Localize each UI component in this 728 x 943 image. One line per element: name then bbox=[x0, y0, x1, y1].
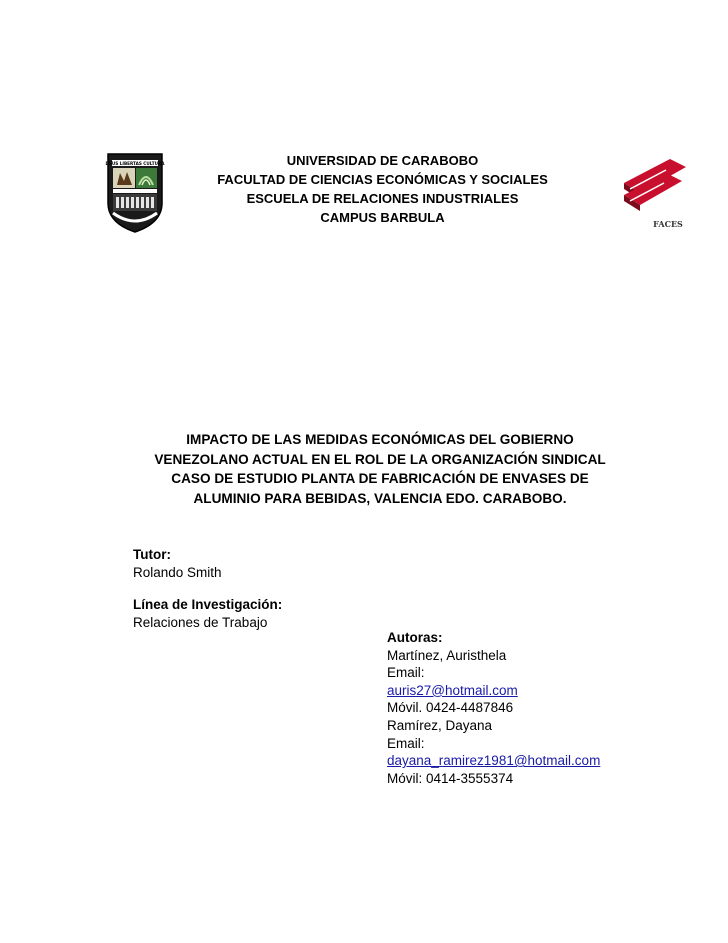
author-2-name: Ramírez, Dayana bbox=[387, 717, 493, 733]
author-1-email-label: Email: bbox=[387, 665, 425, 681]
research-line-label: Línea de Investigación: bbox=[133, 597, 283, 612]
tutor-name: Rolando Smith bbox=[133, 564, 222, 580]
thesis-title bbox=[100, 430, 660, 508]
title-line-4: ALUMINIO PARA BEBIDAS, VALENCIA EDO. CARABOBO. bbox=[193, 490, 567, 506]
crest-motto: DEUS LIBERTAS CULTURA bbox=[105, 161, 165, 166]
institution-header bbox=[175, 151, 590, 227]
authors-section bbox=[387, 629, 600, 787]
author-2-email-link[interactable]: dayana_ramirez1981@hotmail.com bbox=[387, 753, 601, 769]
author-1-email-link[interactable]: auris27@hotmail.com bbox=[387, 682, 518, 698]
university-name: UNIVERSIDAD DE CARABOBO bbox=[286, 153, 479, 168]
author-2-email-label: Email: bbox=[387, 735, 425, 751]
research-line-value: Relaciones de Trabajo bbox=[133, 614, 268, 630]
title-line-3: CASO DE ESTUDIO PLANTA DE FABRICACIÓN DE ENVASES DE bbox=[171, 471, 589, 486]
author-2-phone: Móvil: 0414-3555374 bbox=[387, 770, 514, 786]
tutor-label: Tutor: bbox=[133, 547, 171, 562]
school-name: ESCUELA DE RELACIONES INDUSTRIALES bbox=[246, 191, 519, 206]
author-1-phone: Móvil. 0424-4487846 bbox=[387, 700, 514, 716]
faces-logo-text: FACES bbox=[653, 219, 683, 229]
title-line-1: IMPACTO DE LAS MEDIDAS ECONÓMICAS DEL GOBIERNO bbox=[186, 432, 574, 447]
campus-name: CAMPUS BARBULA bbox=[320, 210, 445, 225]
tutor-section bbox=[133, 546, 222, 581]
faculty-name: FACULTAD DE CIENCIAS ECONÓMICAS Y SOCIALES bbox=[217, 172, 548, 187]
title-line-2: VENEZOLANO ACTUAL EN EL ROL DE LA ORGANIZACIÓN SINDICAL bbox=[154, 451, 606, 467]
author-1-name: Martínez, Auristhela bbox=[387, 647, 507, 663]
faces-logo bbox=[620, 153, 690, 231]
university-crest-logo bbox=[105, 151, 165, 235]
research-line-section bbox=[133, 596, 282, 631]
authors-label: Autoras: bbox=[387, 630, 443, 645]
